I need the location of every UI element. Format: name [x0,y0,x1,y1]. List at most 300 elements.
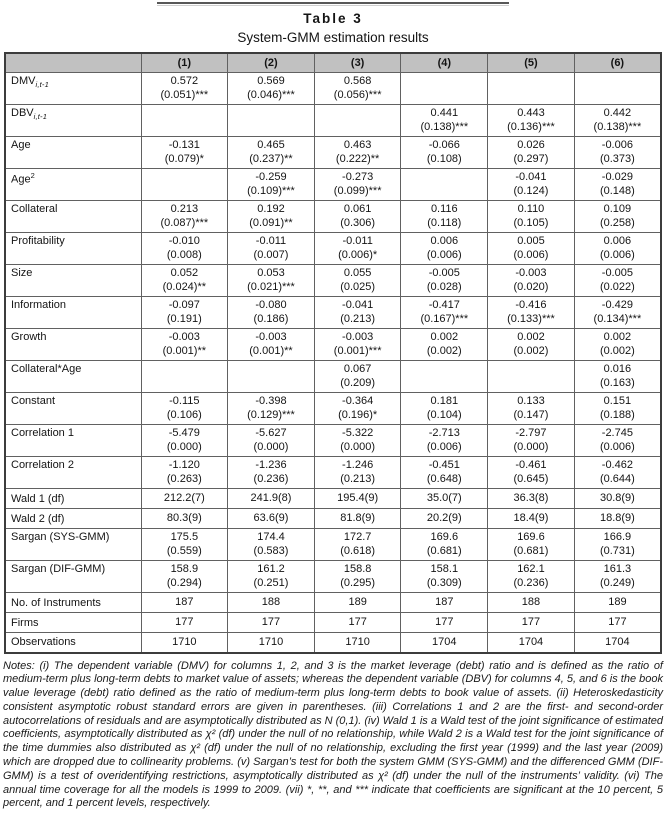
coefficient-value: -1.246 [342,459,374,471]
value-cell [228,169,315,201]
table-header [5,53,661,73]
value-cell [574,297,661,329]
coefficient-value: 0.213 [170,203,199,215]
value-cell [574,265,661,297]
row-label [5,233,141,265]
value-cell [314,633,401,653]
empty-cell [574,73,661,105]
coefficient-value: -0.003 [255,331,287,343]
standard-error: (0.618) [340,544,376,557]
value-cell [141,457,228,489]
coefficient-value: -2.713 [428,427,460,439]
standard-error: (0.188) [599,408,635,421]
coefficient-value: -1.236 [255,459,287,471]
standard-error: (0.079)* [164,152,204,165]
value-cell [574,201,661,233]
coefficient-value: 0.026 [517,139,545,151]
coefficient-value: -2.797 [515,427,547,439]
value-cell [141,329,228,361]
coefficient-value: -0.041 [342,299,374,311]
coefficient-value: -5.479 [168,427,200,439]
coefficient-value: 0.569 [257,75,285,87]
coefficient-value: 0.006 [430,235,459,247]
row-label-text: Age [11,139,31,151]
value-cell [141,593,228,613]
standard-error: (0.309) [426,576,462,589]
value-cell [141,265,228,297]
column-header: (6) [574,53,661,73]
table-row [5,361,661,393]
row-label-text: Age [11,173,31,186]
value-cell [488,633,575,653]
standard-error: (0.129)*** [247,408,295,421]
value-cell [574,393,661,425]
standard-error: (0.263) [166,472,202,485]
standard-error: (0.583) [253,544,289,557]
standard-error: (0.645) [513,472,549,485]
table-row [5,633,661,653]
standard-error: (0.006) [426,440,462,453]
coefficient-value: 162.1 [517,563,545,575]
value-cell [314,297,401,329]
coefficient-value: -0.011 [255,235,287,247]
value-cell [574,169,661,201]
coefficient-value: -0.005 [428,267,460,279]
row-label [5,509,141,529]
standard-error: (0.373) [599,152,635,165]
row-label [5,73,141,105]
value-cell [488,529,575,561]
coefficient-value: 0.192 [257,203,285,215]
value-cell [574,529,661,561]
row-label-text: No. of Instruments [11,596,101,609]
table-row [5,233,661,265]
empty-cell [228,105,315,137]
value-cell [314,489,401,509]
value-cell [488,233,575,265]
value-cell [488,169,575,201]
coefficient-value: 0.463 [343,139,372,151]
statistic-value: 20.2(9) [426,511,462,524]
value-cell [401,593,488,613]
value-cell [401,561,488,593]
value-cell [141,561,228,593]
column-header: (1) [141,53,228,73]
row-label-text: Constant [11,395,56,407]
value-cell [401,457,488,489]
standard-error: (0.001)** [249,344,293,357]
value-cell [228,393,315,425]
row-label [5,137,141,169]
value-cell [574,329,661,361]
value-cell [401,265,488,297]
standard-error: (0.091)** [249,216,293,229]
standard-error: (0.109)*** [247,184,295,197]
value-cell [401,297,488,329]
value-cell [574,633,661,653]
standard-error: (0.147) [513,408,549,421]
coefficient-value: -0.417 [428,299,460,311]
value-cell [314,613,401,633]
value-cell [574,233,661,265]
row-label-text: Information [11,299,67,311]
row-label [5,105,141,137]
value-cell [401,201,488,233]
table-row [5,561,661,593]
standard-error: (0.001)** [162,344,207,357]
coefficient-value: 0.016 [603,363,632,375]
coefficient-value: -0.429 [601,299,633,311]
coefficient-value: 0.443 [517,107,545,119]
coefficient-value: 158.1 [430,563,459,575]
coefficient-value: 0.002 [603,331,632,343]
row-label-text: Observations [11,636,76,649]
standard-error: (0.237)** [249,152,293,165]
coefficient-value: 169.6 [517,531,545,543]
row-label-superscript: 2 [30,171,35,180]
value-cell [401,529,488,561]
row-label [5,593,141,613]
standard-error: (0.294) [166,576,202,589]
value-cell [228,329,315,361]
column-header: (5) [488,53,575,73]
coefficient-value: 172.7 [343,531,372,543]
standard-error: (0.167)*** [420,312,469,325]
empty-cell [141,105,228,137]
value-cell [488,425,575,457]
value-cell [401,613,488,633]
statistic-value: 177 [348,615,367,628]
statistic-value: 177 [521,615,541,628]
standard-error: (0.024)** [162,280,207,293]
standard-error: (0.559) [166,544,202,557]
value-cell [228,489,315,509]
statistic-value: 30.8(9) [599,491,635,504]
coefficient-value: 169.6 [430,531,459,543]
empty-cell [401,73,488,105]
row-label-text: DBV [11,107,34,119]
table-row [5,73,661,105]
table-row [5,169,661,201]
coefficient-value: -0.005 [601,267,633,279]
row-label [5,489,141,509]
top-rule [157,2,509,6]
statistic-value: 35.0(7) [426,491,462,504]
standard-error: (0.295) [340,576,376,589]
standard-error: (0.087)*** [160,216,209,229]
row-label [5,265,141,297]
standard-error: (0.056)*** [333,88,382,101]
standard-error: (0.213) [340,472,376,485]
table-notes: Notes: (i) The dependent variable (DMV) for columns 1, 2, and 3 is the market leverage (debt) ratio and is defined as the ratio of medium-term plus long-term debts to market value of assets; whereas the dependent variable (DBV) for columns 4, 5, and 6 is the book value leverage (debt) ratio defined as the ratio of medium-term plus long-term debts to book value of assets. (ii) Heteroskedasticity consistent asymptotic robust standard errors are given in parentheses. (iii) Correlations 1 and 2 are the first- and second-order autocorrelations of residuals and are asymptotically distributed as N (0,1). (iv) Wald 1 is a Wald test of the joint significance of estimated coefficients, asymptotically distributed as χ² (df) under the null of no relationship, while Wald 2 is a Wald test for the joint significance of the time dummies also distributed as χ² (df) under the null of no relationship, excluding the first year (1999) and the last year (2009) which are dropped due to collinearity problems. (v) Sargan’s test for both the system GMM (SYS-GMM) and the differenced GMM (DIF-GMM) is a test of overidentifying restrictions, asymptotically distributed as χ² (df) under the null of the instruments’ validity. (vi) The annual time coverage for all the models is 1999 to 2009. (vii) *, **, and *** indicate that coefficients are significant at the 10 percent, 5 percent, and 1 percent levels, respectively. [3,659,663,810]
value-cell [314,529,401,561]
coefficient-value: 0.116 [430,203,458,215]
value-cell [314,425,401,457]
coefficient-value: 0.465 [257,139,285,151]
row-label-text: Collateral [11,203,58,215]
value-cell [488,509,575,529]
value-cell [228,633,315,653]
standard-error: (0.731) [599,544,635,557]
coefficient-value: -0.011 [342,235,373,247]
statistic-value: 80.3(9) [166,511,202,524]
value-cell [314,201,401,233]
column-header: (3) [314,53,401,73]
table-subtitle: System-GMM estimation results [237,30,429,45]
coefficient-value: 0.572 [170,75,199,87]
value-cell [228,561,315,593]
statistic-value: 1710 [172,635,197,648]
coefficient-value: 0.055 [343,267,372,279]
coefficient-value: -0.041 [515,171,547,183]
row-label-text: Growth [11,331,47,343]
value-cell [574,613,661,633]
standard-error: (0.191) [166,312,202,325]
value-cell [228,593,315,613]
standard-error: (0.236) [513,576,549,589]
coefficient-value: 175.5 [170,531,199,543]
value-cell [228,425,315,457]
row-label-text: Wald 1 (df) [11,492,65,505]
coefficient-value: 158.8 [343,563,372,575]
empty-cell [488,361,575,393]
coefficient-value: -0.131 [168,139,200,151]
standard-error: (0.106) [166,408,202,421]
row-label [5,561,141,593]
coefficient-value: -0.115 [169,395,200,407]
coefficient-value: 0.133 [517,395,545,407]
table-body [5,73,661,653]
statistic-value: 177 [435,615,454,628]
value-cell [574,509,661,529]
value-cell [401,329,488,361]
value-cell [228,297,315,329]
standard-error: (0.213) [340,312,376,325]
statistic-value: 177 [261,615,281,628]
row-label [5,457,141,489]
table-row [5,489,661,509]
row-label-text: Firms [11,616,39,629]
standard-error: (0.000) [340,440,376,453]
value-cell [401,393,488,425]
standard-error: (0.020) [513,280,549,293]
value-cell [574,425,661,457]
coefficient-value: 0.441 [430,107,459,119]
coefficient-value: 161.3 [603,563,632,575]
value-cell [141,613,228,633]
row-label-text: Sargan (SYS-GMM) [11,531,110,543]
statistic-value: 177 [608,615,627,628]
statistic-value: 1704 [432,635,457,648]
coefficient-value: 0.181 [430,395,459,407]
value-cell [314,457,401,489]
coefficient-value: 0.442 [603,107,632,119]
value-cell [314,169,401,201]
table-row [5,297,661,329]
column-header: (2) [228,53,315,73]
table-row [5,137,661,169]
row-label [5,297,141,329]
value-cell [141,233,228,265]
statistic-value: 188 [521,595,541,608]
coefficient-value: 0.151 [603,395,632,407]
standard-error: (0.000) [253,440,289,453]
row-label-text: Collateral*Age [11,363,82,375]
statistic-value: 1704 [518,635,544,648]
table-row [5,593,661,613]
value-cell [141,425,228,457]
coefficient-value: -1.120 [168,459,200,471]
empty-cell [228,361,315,393]
standard-error: (0.051)*** [160,88,209,101]
standard-error: (0.258) [599,216,635,229]
value-cell [401,105,488,137]
statistic-value: 212.2(7) [163,491,205,504]
standard-error: (0.105) [513,216,549,229]
standard-error: (0.002) [513,344,549,357]
standard-error: (0.002) [599,344,635,357]
coefficient-value: 0.109 [603,203,632,215]
value-cell [314,361,401,393]
statistic-value: 81.8(9) [340,511,376,524]
table-row [5,509,661,529]
empty-cell [314,105,401,137]
standard-error: (0.118) [427,216,462,229]
row-label-text: Size [11,267,33,279]
statistic-value: 36.3(8) [513,491,549,504]
standard-error: (0.138)*** [420,120,469,133]
empty-cell [401,361,488,393]
value-cell [488,201,575,233]
statistic-value: 241.9(8) [250,491,292,504]
empty-cell [141,361,228,393]
statistic-value: 187 [175,595,194,608]
statistic-value: 63.6(9) [253,511,289,524]
row-label-text: DMV [11,75,36,87]
coefficient-value: -0.003 [515,267,547,279]
standard-error: (0.046)*** [247,88,295,101]
coefficient-value: -0.066 [428,139,460,151]
row-label-text: Profitability [11,235,65,247]
standard-error: (0.148) [599,184,635,197]
standard-error: (0.209) [340,376,376,389]
standard-error: (0.099)*** [333,184,382,197]
standard-error: (0.297) [513,152,549,165]
value-cell [228,613,315,633]
value-cell [488,457,575,489]
value-cell [228,233,315,265]
row-label-subscript: i,t-1 [35,80,49,90]
coefficient-value: -0.451 [428,459,460,471]
standard-error: (0.306) [340,216,376,229]
value-cell [141,509,228,529]
table-row [5,613,661,633]
results-table [4,52,662,654]
standard-error: (0.006) [426,248,462,261]
coefficient-value: -0.003 [342,331,374,343]
coefficient-value: -5.627 [255,427,287,439]
row-label-text: Wald 2 (df) [11,512,65,525]
coefficient-value: -0.462 [601,459,633,471]
standard-error: (0.196)* [338,408,378,421]
value-cell [488,593,575,613]
row-label-text: Correlation 1 [11,427,74,439]
value-cell [228,201,315,233]
coefficient-value: -5.322 [342,427,374,439]
value-cell [401,233,488,265]
column-header: (4) [401,53,488,73]
value-cell [141,393,228,425]
statistic-value: 189 [608,595,627,608]
value-cell [314,73,401,105]
standard-error: (0.006) [599,248,635,261]
value-cell [488,265,575,297]
standard-error: (0.681) [426,544,462,557]
coefficient-value: -0.080 [255,299,287,311]
coefficient-value: -0.364 [342,395,374,407]
coefficient-value: 166.9 [603,531,632,543]
coefficient-value: 0.002 [517,331,545,343]
statistic-value: 177 [175,615,194,628]
value-cell [401,489,488,509]
row-label [5,613,141,633]
value-cell [574,105,661,137]
row-label [5,633,141,653]
statistic-value: 187 [435,595,454,608]
value-cell [401,509,488,529]
value-cell [141,489,228,509]
standard-error: (0.251) [253,576,289,589]
value-cell [141,201,228,233]
standard-error: (0.124) [513,184,549,197]
coefficient-value: -0.006 [601,139,633,151]
coefficient-value: 0.006 [603,235,632,247]
value-cell [574,593,661,613]
value-cell [141,297,228,329]
value-cell [488,489,575,509]
value-cell [488,393,575,425]
value-cell [401,425,488,457]
standard-error: (0.025) [340,280,376,293]
coefficient-value: 0.005 [517,235,545,247]
coefficient-value: 0.052 [170,267,199,279]
row-label [5,393,141,425]
coefficient-value: 158.9 [170,563,199,575]
value-cell [141,633,228,653]
value-cell [574,361,661,393]
standard-error: (0.021)*** [247,280,295,293]
standard-error: (0.104) [426,408,462,421]
standard-error: (0.001)*** [333,344,382,357]
table-number-title: Table 3 [303,11,363,26]
value-cell [314,137,401,169]
standard-error: (0.136)*** [507,120,555,133]
row-label [5,169,141,201]
empty-cell [141,169,228,201]
standard-error: (0.006) [599,440,635,453]
value-cell [488,561,575,593]
coefficient-value: -0.003 [168,331,200,343]
table-row [5,329,661,361]
value-cell [314,265,401,297]
value-cell [314,561,401,593]
value-cell [228,457,315,489]
value-cell [574,561,661,593]
value-cell [574,489,661,509]
standard-error: (0.028) [426,280,462,293]
value-cell [228,529,315,561]
standard-error: (0.022) [599,280,635,293]
